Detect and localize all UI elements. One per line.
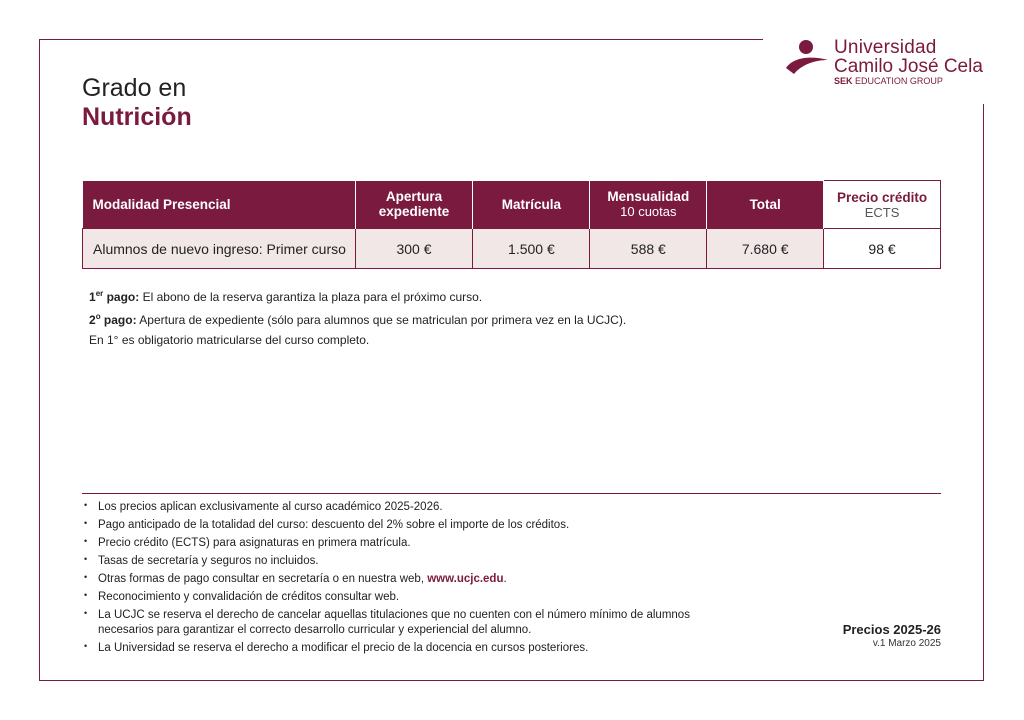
frame-bottom-line bbox=[39, 680, 984, 681]
note-1-sup: er bbox=[95, 289, 104, 298]
cell-apertura: 300 € bbox=[355, 229, 473, 269]
note-2-sup: o bbox=[95, 312, 101, 321]
version-block bbox=[843, 622, 941, 649]
table-header-row bbox=[83, 181, 941, 229]
header-apertura: Apertura expediente bbox=[355, 181, 473, 229]
cell-total: 7.680 € bbox=[707, 229, 824, 269]
note-first-payment bbox=[89, 284, 626, 307]
title-line-1: Grado en bbox=[82, 74, 187, 102]
section-divider bbox=[82, 493, 941, 494]
ucjc-logo-mark-icon bbox=[784, 38, 830, 80]
list-item bbox=[84, 572, 744, 587]
note-second-payment bbox=[89, 307, 626, 330]
header-credito-sub: ECTS bbox=[864, 204, 900, 220]
header-credito bbox=[824, 181, 941, 229]
website-link[interactable]: www.ucjc.edu bbox=[427, 573, 504, 585]
header-mensualidad-sub: 10 cuotas bbox=[620, 204, 677, 220]
list-item: • Los precios aplican exclusivamente al curso académico 2025-2026. bbox=[84, 500, 744, 515]
frame-top-line bbox=[39, 39, 763, 40]
logo-education-group: EDUCATION GROUP bbox=[855, 76, 943, 86]
frame-left-line bbox=[39, 39, 40, 681]
logo-sek: SEK bbox=[834, 76, 853, 86]
header-total: Total bbox=[707, 181, 824, 229]
note-full-course: En 1° es obligatorio matricularse del curso completo. bbox=[89, 333, 370, 347]
list-item: • Precio crédito (ECTS) para asignaturas en primera matrícula. bbox=[84, 536, 744, 551]
logo-group-line bbox=[834, 76, 983, 87]
university-logo bbox=[784, 38, 984, 88]
list-item-text: Otras formas de pago consultar en secretaría o en nuestra web, bbox=[98, 573, 425, 585]
payment-notes bbox=[89, 284, 626, 350]
table-row bbox=[83, 229, 941, 269]
header-mensualidad-label: Mensualidad bbox=[607, 189, 690, 205]
note-1-text: El abono de la reserva garantiza la plaza para el próximo curso. bbox=[142, 290, 483, 304]
note-2-label: pago: bbox=[103, 313, 137, 327]
header-mensualidad bbox=[590, 181, 707, 229]
cell-matricula: 1.500 € bbox=[473, 229, 590, 269]
cell-credito: 98 € bbox=[824, 229, 941, 269]
title-line-2: Nutrición bbox=[82, 103, 192, 131]
frame-right-line bbox=[983, 104, 984, 681]
list-item: • La Universidad se reserva el derecho a modificar el precio de la docencia en cursos posteriores. bbox=[84, 641, 744, 656]
note-1-num: 1 bbox=[89, 290, 96, 304]
header-modalidad: Modalidad Presencial bbox=[83, 181, 356, 229]
cell-row-label: Alumnos de nuevo ingreso: Primer curso bbox=[83, 229, 356, 269]
note-1-label: pago: bbox=[106, 290, 140, 304]
version-title: Precios 2025-26 bbox=[842, 622, 941, 637]
list-item: • Tasas de secretaría y seguros no incluidos. bbox=[84, 554, 744, 569]
logo-university-line: Universidad bbox=[834, 37, 937, 58]
logo-name-line: Camilo José Cela bbox=[834, 56, 983, 77]
conditions-list bbox=[84, 500, 744, 659]
note-2-text: Apertura de expediente (sólo para alumnos que se matriculan por primera vez en la UCJC). bbox=[139, 313, 627, 327]
header-matricula: Matrícula bbox=[473, 181, 590, 229]
cell-mensualidad: 588 € bbox=[590, 229, 707, 269]
version-date: v.1 Marzo 2025 bbox=[872, 638, 941, 649]
list-item: • Pago anticipado de la totalidad del curso: descuento del 2% sobre el importe de los créditos. bbox=[84, 518, 744, 533]
note-2-num: 2 bbox=[89, 313, 96, 327]
list-item: • La UCJC se reserva el derecho de cancelar aquellas titulaciones que no cuenten con el número mínimo de alumnos necesarios para garantizar el correcto desarrollo curricular y experiencial del alumno. bbox=[84, 608, 744, 638]
price-table bbox=[82, 180, 941, 269]
list-item-end: . bbox=[503, 573, 507, 585]
list-item: • Reconocimiento y convalidación de créditos consultar web. bbox=[84, 590, 744, 605]
header-credito-label: Precio crédito bbox=[837, 189, 928, 205]
page-title bbox=[82, 74, 192, 132]
